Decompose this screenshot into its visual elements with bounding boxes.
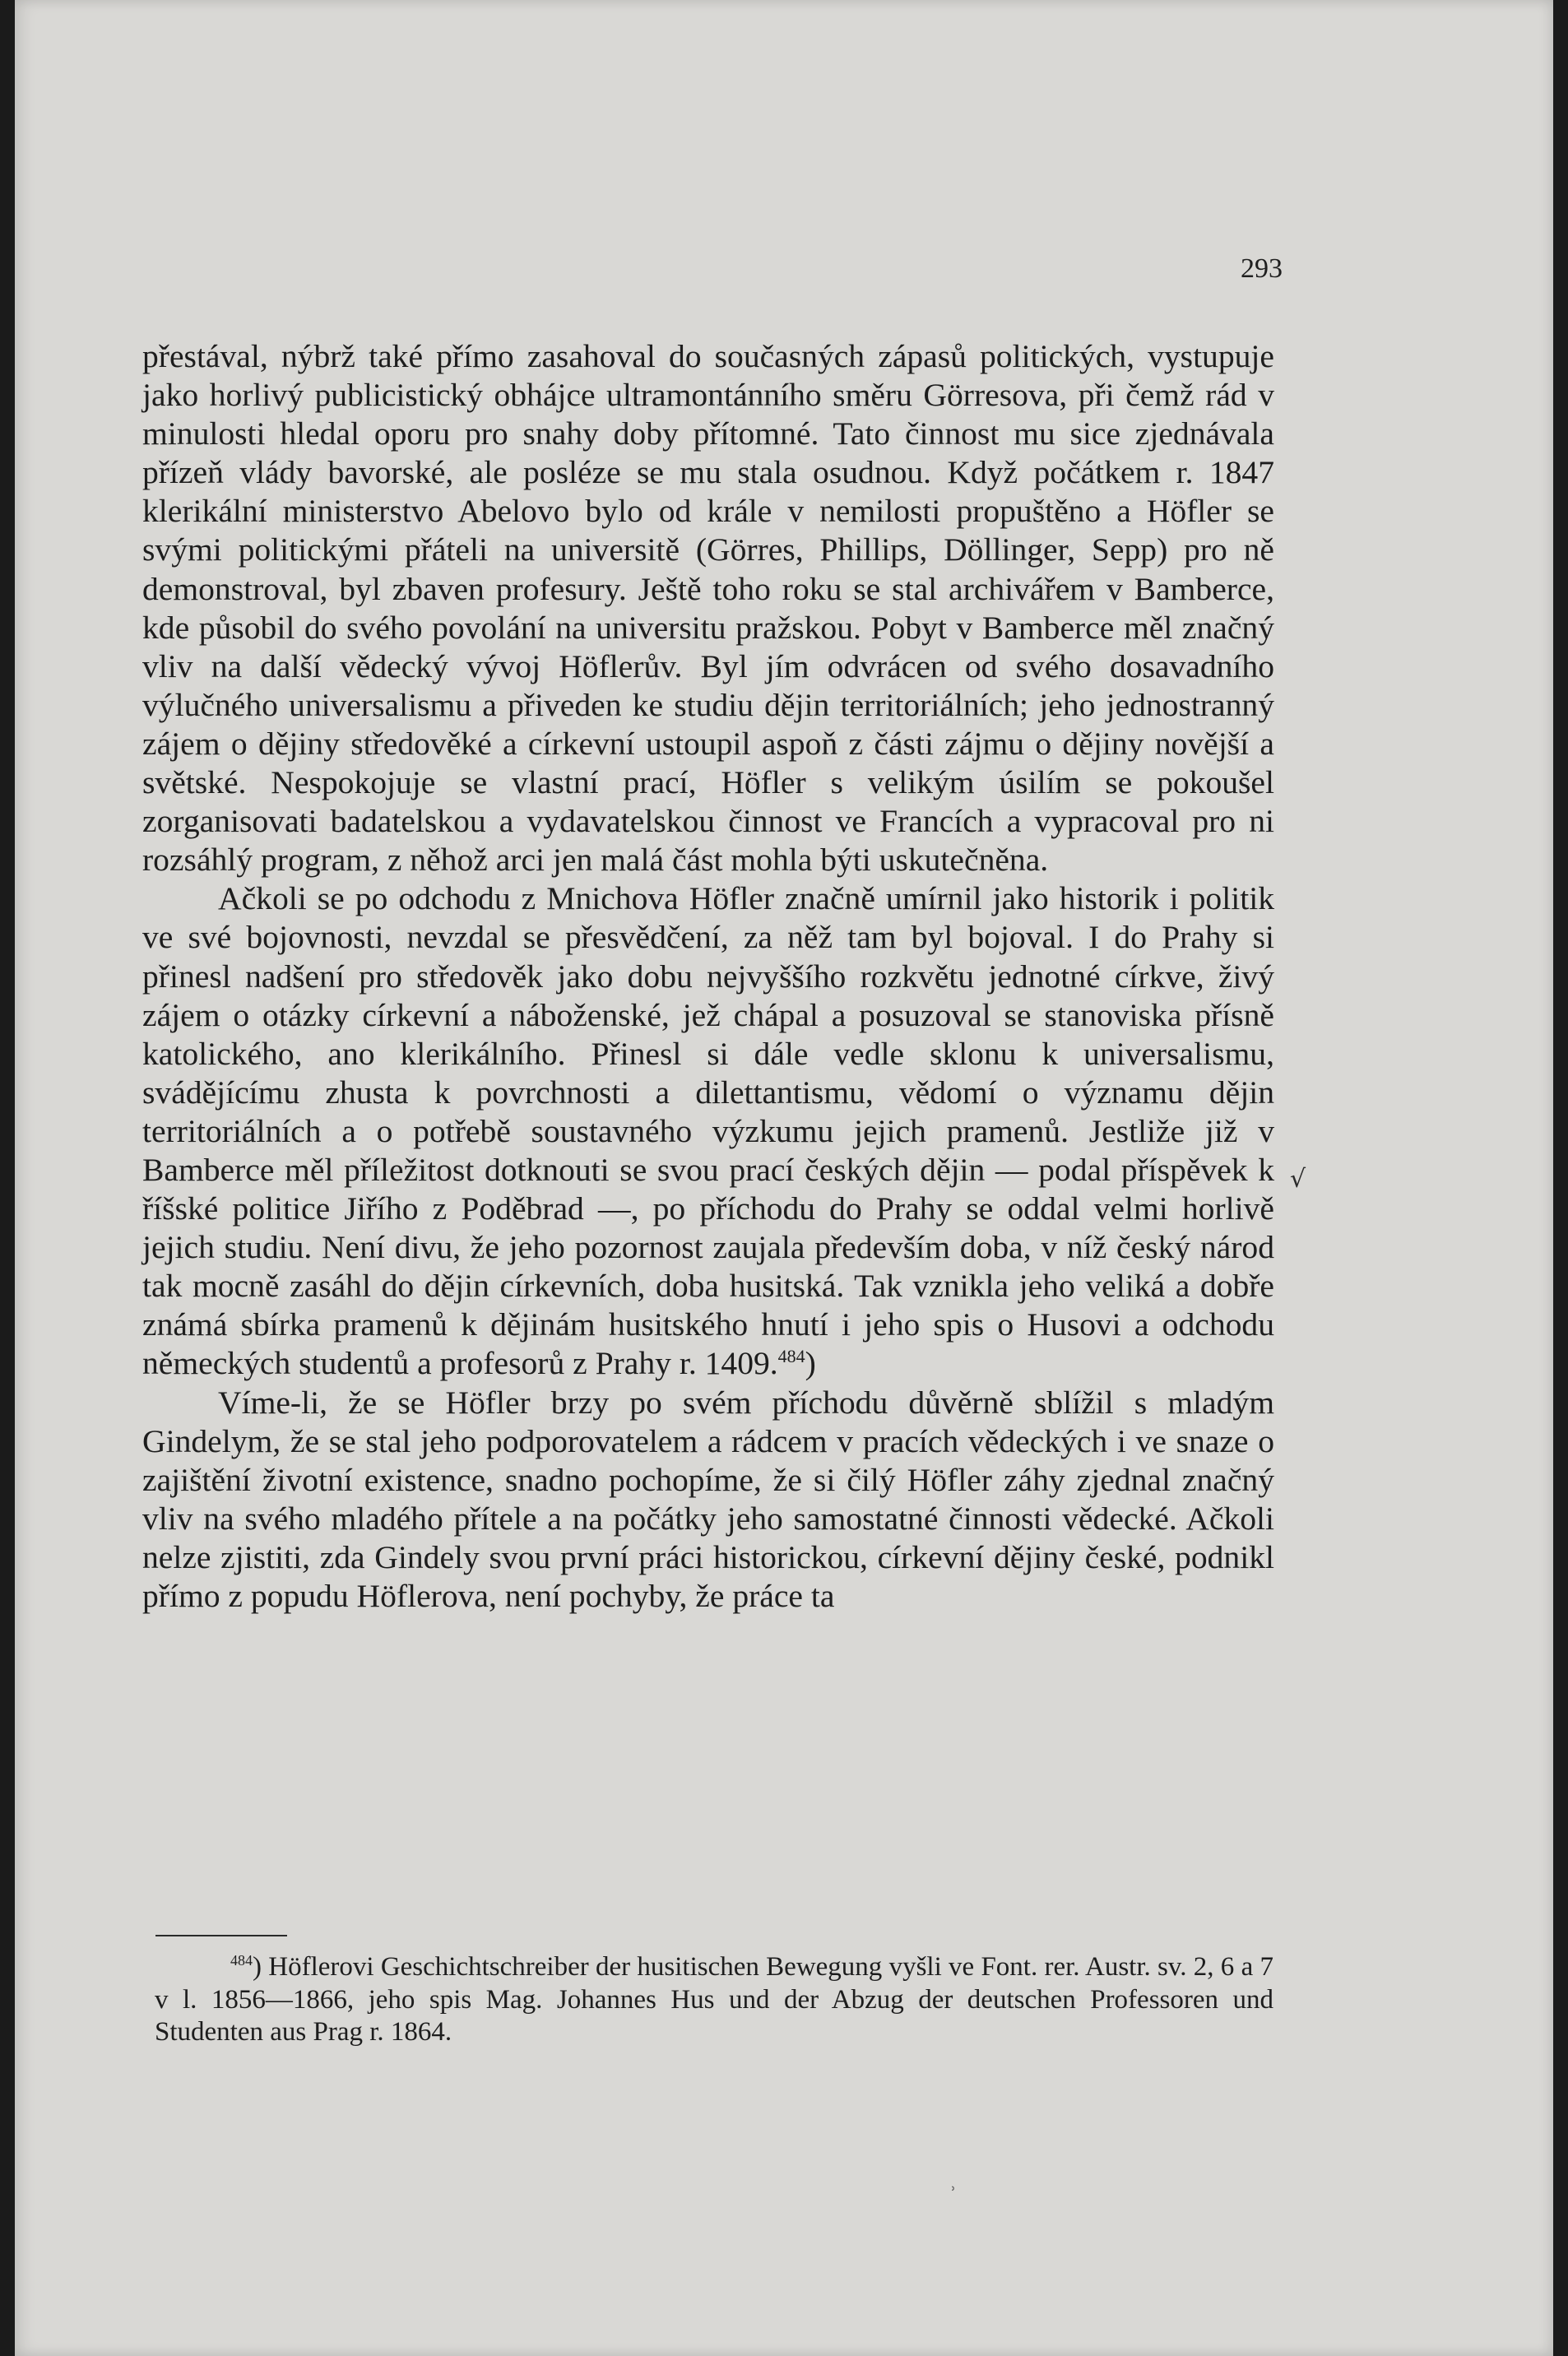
bottom-speck: ʾ	[951, 2183, 957, 2203]
footnote	[155, 1951, 1273, 2049]
paragraph-3: Víme-li, že se Höfler brzy po svém příchodu důvěrně sblížil s mladým Gindelym, že se stal jeho podporovatelem a rádcem v pracích vědeckých i ve snaze o zajištění životní existence, snadno pochopíme, že si čilý Höfler záhy zjednal značný vliv na svého mladého přítele a na počátky jeho samostatné činnosti vědecké. Ačkoli nelze zjistiti, zda Gindely svou první práci historickou, církevní dějiny české, podnikl přímo z popudu Höflerova, není pochyby, že práce ta	[142, 1384, 1274, 1614]
paragraph-2-text: Ačkoli se po odchodu z Mnichova Höfler značně umírnil jako historik i politik ve své bojovnosti, nevzdal se přesvědčení, za něž tam byl bojoval. I do Prahy si přinesl nadšení pro středověk jako dobu nejvyššího rozkvětu jednotné církve, živý zájem o otázky církevní a náboženské, jež chápal a posuzoval se stanoviska přísně katolického, ano klerikálního. Přinesl si dále vedle sklonu k universalismu, svádějícímu zhusta k povrchnosti a dilettantismu, vědomí o významu dějin territoriálních a o potřebě soustavného výzkumu jejich pramenů. Jestliže již v Bamberce měl příležitost dotknouti se svou prací českých dějin — podal příspěvek k říšské politice Jiřího z Poděbrad —, po příchodu do Prahy se oddal velmi horlivě jejich studiu. Není divu, že jeho pozornost zaujala především doba, v níž český národ tak mocně zasáhl do dějin církevních, doba husitská. Tak vznikla jeho veliká a dobře známá sbírka pramenů k dějinám husitského hnutí i jeho spis o Husovi a odchodu německých studentů a profesorů z Prahy r. 1409.	[142, 880, 1274, 1382]
page-number: 293	[1241, 253, 1283, 284]
margin-check-mark: √	[1290, 1165, 1306, 1194]
footnote-reference: 484	[777, 1346, 805, 1367]
paragraph-1: přestával, nýbrž také přímo zasahoval do současných zápasů politických, vystupuje jako horlivý publicistický obhájce ultramontánního směru Görresova, při čemž rád v minulosti hledal oporu pro snahy doby přítomné. Tato činnost mu sice zjednávala přízeň vlády bavorské, ale posléze se mu stala osudnou. Když počátkem r. 1847 klerikální ministerstvo Abelovo bylo od krále v nemilosti propuštěno a Höfler se svými politickými přáteli na universitě (Görres, Phillips, Döllinger, Sepp) pro ně demonstroval, byl zbaven profesury. Ještě toho roku se stal archivářem v Bamberce, kde působil do svého povolání na universitu pražskou. Pobyt v Bamberce měl značný vliv na další vědecký vývoj Höflerův. Byl jím odvrácen od svého dosavadního výlučného universalismu a přiveden ke studiu dějin territoriálních; jeho jednostranný zájem o dějiny středověké a církevní ustoupil aspoň z části zájmu o dějiny novější a světské. Nespokojuje se vlastní prací, Höfler s velikým úsilím se pokoušel zorganisovati badatelskou a vydavatelskou činnost ve Francích a vypracoval pro ni rozsáhlý program, z něhož arci jen malá část mohla býti uskutečněna.	[142, 338, 1274, 879]
footnote-marker: 484	[230, 1952, 253, 1969]
footnote-text: ) Höflerovi Geschichtschreiber der husitischen Bewegung vyšli ve Font. rer. Austr. sv. 2, 6 a 7 v l. 1856—1866, jeho spis Mag. Johannes Hus und der Abzug der deutschen Professoren und Studenten aus Prag r. 1864.	[155, 1952, 1273, 2047]
body-text	[142, 337, 1274, 1616]
book-page	[15, 0, 1553, 2356]
paragraph-2	[142, 879, 1274, 1383]
footnote-reference-close: )	[805, 1345, 816, 1382]
footnote-divider	[155, 1935, 287, 1936]
